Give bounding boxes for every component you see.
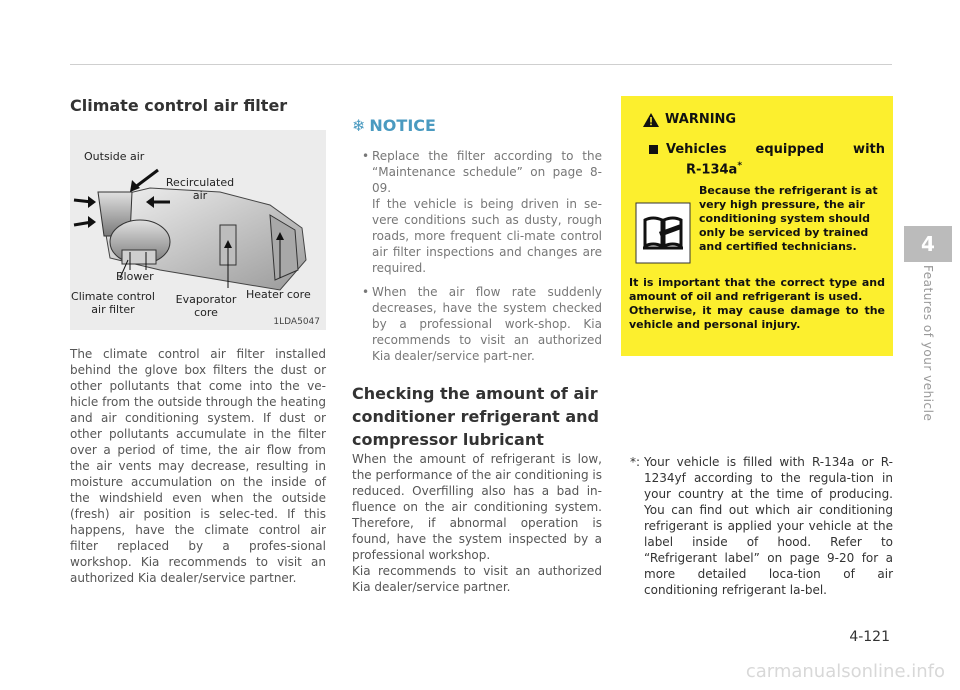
label-outside-air: Outside air <box>84 150 145 163</box>
service-manual-icon <box>635 202 691 264</box>
figure-code: 1LDA5047 <box>273 317 320 327</box>
label-blower: Blower <box>116 270 154 283</box>
chapter-tab: 4 <box>904 226 952 262</box>
warning-otherwise-text: Otherwise, it may cause damage to the vehicle and personal injury. <box>629 304 885 332</box>
warning-pressure-text: Because the refrigerant is at very high pressure, the air conditioning system should only be serviced by trained and certified technicians. <box>699 184 878 254</box>
notice-list <box>352 148 602 364</box>
footnote <box>630 454 893 598</box>
footnote-mark: *: <box>630 455 641 469</box>
warning-vehicles-line1: Vehicles equipped with <box>666 142 885 157</box>
warning-heading <box>643 112 885 127</box>
notice-item <box>362 148 602 276</box>
refrigerant-title: Checking the amount of air conditioner refrigerant and compressor lubricant <box>352 384 599 449</box>
section-paragraph: The climate control air filter installed behind the glove box filters the dust or other pollutants that come into the ve-hicle from the outside through the heating and air conditioning system. If dust or other pollutants accumulate in the filter over a period of time, the air flow from the air vents may decrease, resulting in moisture accumulation on the inside of the windshield even when the outside (fresh) air position is selec-ted. If this happens, have the climate control air filter replaced by a profes-sional workshop. Kia recommends to visit an authorized Kia dealer/service partner. <box>70 347 326 585</box>
section-title: Climate control air filter <box>70 96 288 115</box>
label-climate-filter: Climate control air filter <box>71 290 155 316</box>
warning-vehicles <box>649 141 885 158</box>
warning-triangle-icon <box>643 113 659 127</box>
watermark: carmanualsonline.info <box>745 661 945 682</box>
warning-vehicles-line2: R-134a <box>686 162 738 178</box>
column-left <box>70 96 326 586</box>
label-heater-core: Heater core <box>246 288 311 301</box>
notice-item-1-para-1: • Replace the filter according to the “Maintenance schedule” on page 8-09. <box>372 149 602 195</box>
chapter-label: Features of your vehicle <box>921 265 935 422</box>
label-recirculated-air: Recirculated air <box>165 176 235 202</box>
footnote-text: Your vehicle is filled with R-134a or R-1234yf according to the regula-tion in your country at the time of producing. You can find out which air conditioning refrigerant is applied your vehicle at the label inside of hood. Refer to “Refrigerant label” on page 9-20 for a more detailed loca-tion of air conditioning refrigerant la-bel. <box>644 455 893 597</box>
square-bullet-icon <box>649 145 658 154</box>
notice-heading <box>352 116 602 136</box>
notice-title: NOTICE <box>369 116 436 135</box>
air-filter-diagram <box>70 130 326 330</box>
warning-box <box>621 96 893 356</box>
refrigerant-paragraph: When the amount of refrigerant is low, the performance of the air conditioning is reduced. Overfilling also has a bad in-fluence on the air conditioning system. Therefore, if abnormal operation is found, have the system inspected by a professional workshop. <box>352 452 602 562</box>
notice-item-2: When the air flow rate suddenly decreases, have the system checked by a professional work-shop. Kia recommends to visit an authorized Kia dealer/service part-ner. <box>372 285 602 363</box>
warning-pressure-row <box>629 184 885 264</box>
refrigerant-paragraph-2: Kia recommends to visit an authorized Kia dealer/service partner. <box>352 564 602 594</box>
label-evaporator-core: Evaporator core <box>175 293 237 319</box>
warning-vehicles-line2-row <box>649 158 885 178</box>
chapter-label-wrap <box>921 265 935 421</box>
warning-title: WARNING <box>665 112 737 127</box>
warning-important-text: It is important that the correct type and amount of oil and refrigerant is used. <box>629 276 885 304</box>
warning-vehicles-mark: * <box>737 161 743 171</box>
notice-item-1-para-2: If the vehicle is being driven in se-vere conditions such as dusty, rough roads, more frequent cli-mate control air filter inspections and changes are required. <box>372 197 602 275</box>
top-rule <box>70 64 892 65</box>
column-right <box>621 96 893 356</box>
snowflake-icon: ❄ <box>352 116 366 135</box>
column-middle <box>352 96 602 595</box>
notice-item <box>362 284 602 364</box>
page-number: 4-121 <box>849 629 890 645</box>
